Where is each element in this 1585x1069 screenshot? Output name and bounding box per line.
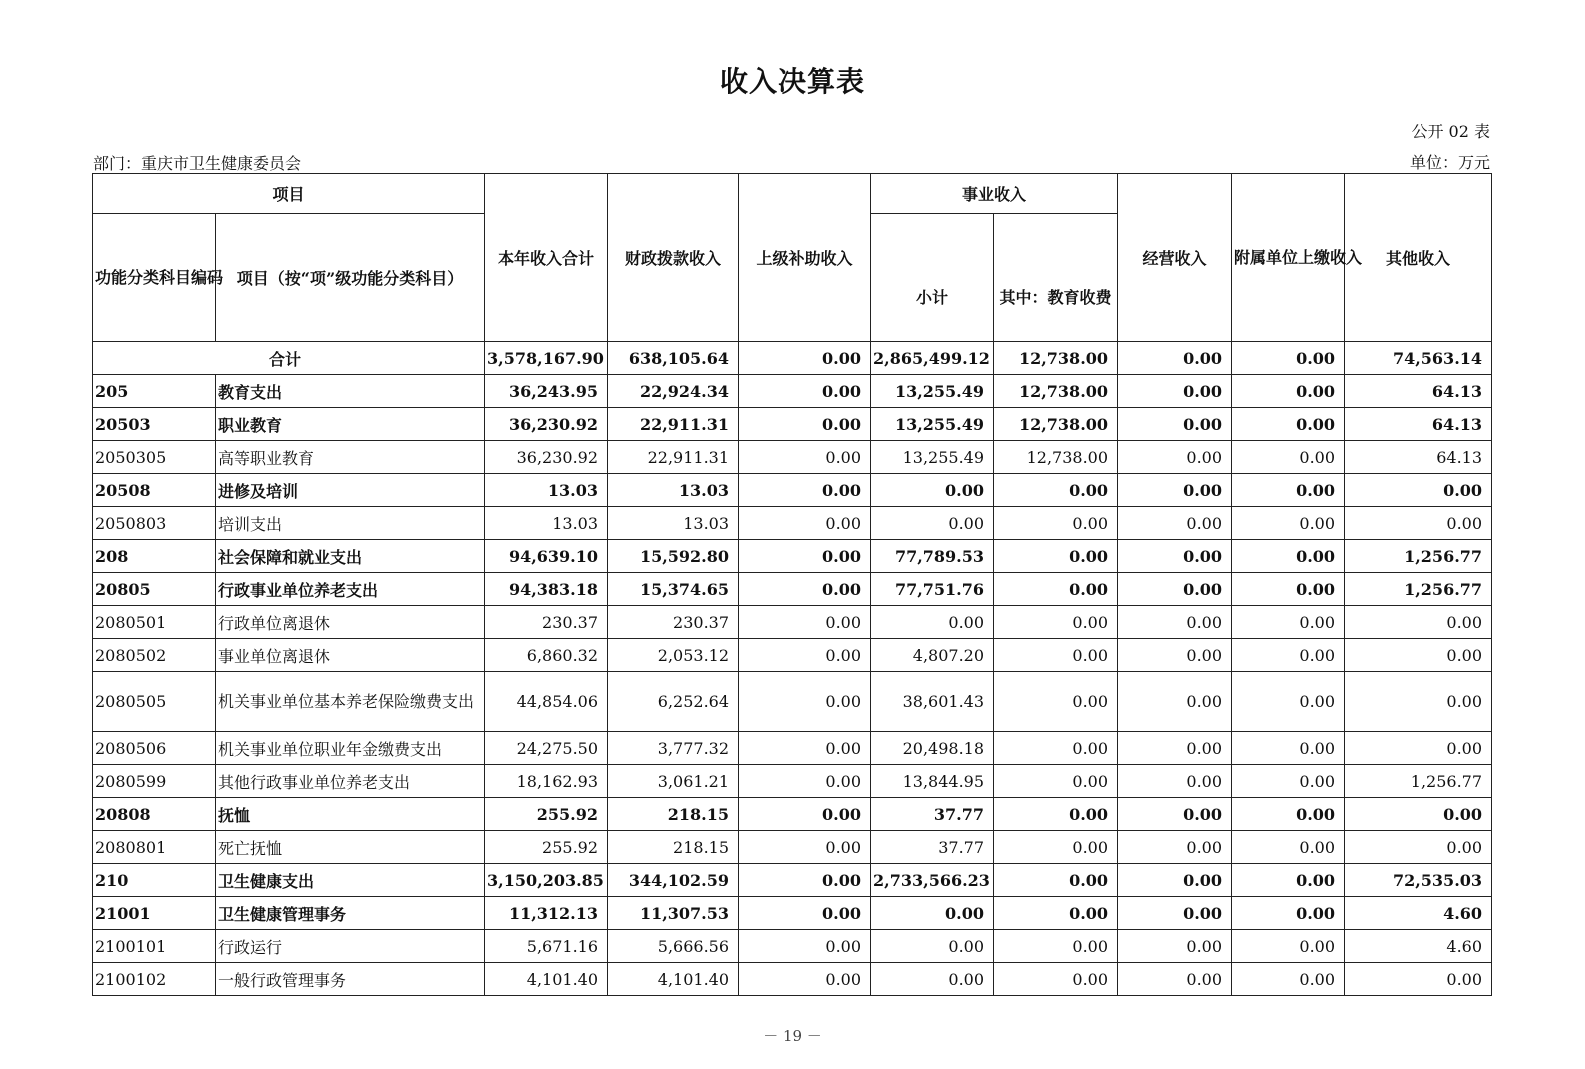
row-value: 64.13: [1345, 441, 1492, 474]
row-value: 218.15: [608, 831, 739, 864]
row-value: 4,807.20: [871, 639, 994, 672]
row-name: 事业单位离退休: [216, 639, 485, 672]
row-value: 3,061.21: [608, 765, 739, 798]
row-code: 20805: [93, 573, 216, 606]
table-row: [93, 441, 1492, 474]
table-row: [93, 765, 1492, 798]
row-value: 3,150,203.85: [485, 864, 608, 897]
row-value: 0.00: [1345, 639, 1492, 672]
row-value: 0.00: [1345, 474, 1492, 507]
row-value: 1,256.77: [1345, 573, 1492, 606]
row-name: 卫生健康支出: [216, 864, 485, 897]
row-value: 0.00: [1118, 408, 1232, 441]
row-value: 0.00: [1118, 732, 1232, 765]
row-value: 22,911.31: [608, 408, 739, 441]
row-value: 0.00: [1345, 672, 1492, 732]
row-value: 0.00: [739, 573, 871, 606]
row-value: 0.00: [1118, 897, 1232, 930]
row-code: 2050305: [93, 441, 216, 474]
row-name: 教育支出: [216, 375, 485, 408]
row-value: 0.00: [1232, 897, 1345, 930]
row-value: 0.00: [994, 474, 1118, 507]
table-row: [93, 864, 1492, 897]
row-value: 13.03: [485, 507, 608, 540]
row-value: 0.00: [1232, 963, 1345, 996]
row-value: 0.00: [1118, 930, 1232, 963]
table-row: [93, 474, 1492, 507]
row-value: 0.00: [1118, 375, 1232, 408]
income-table: [92, 173, 1492, 996]
row-value: 0.00: [1232, 474, 1345, 507]
table-row: [93, 375, 1492, 408]
row-value: 0.00: [739, 507, 871, 540]
table-row: [93, 507, 1492, 540]
row-code: 208: [93, 540, 216, 573]
row-value: 37.77: [871, 831, 994, 864]
row-value: 0.00: [994, 930, 1118, 963]
row-value: 94,383.18: [485, 573, 608, 606]
row-code: 2100102: [93, 963, 216, 996]
row-value: 230.37: [485, 606, 608, 639]
header-project: 项目: [93, 174, 485, 214]
row-value: 255.92: [485, 831, 608, 864]
row-value: 0.00: [1232, 606, 1345, 639]
row-value: 94,639.10: [485, 540, 608, 573]
row-value: 0.00: [1118, 798, 1232, 831]
row-value: 3,777.32: [608, 732, 739, 765]
header-fiscal: 财政拨款收入: [608, 174, 739, 342]
row-code: 2080801: [93, 831, 216, 864]
row-code: 2080599: [93, 765, 216, 798]
table-row: [93, 930, 1492, 963]
row-value: 1,256.77: [1345, 540, 1492, 573]
row-code: 210: [93, 864, 216, 897]
row-value: 0.00: [871, 963, 994, 996]
row-value: 77,751.76: [871, 573, 994, 606]
row-value: 0.00: [1232, 732, 1345, 765]
row-value: 4.60: [1345, 897, 1492, 930]
table-row: [93, 408, 1492, 441]
page-title: 收入决算表: [719, 65, 865, 98]
row-value: 0.00: [739, 672, 871, 732]
row-value: 2,733,566.23: [871, 864, 994, 897]
row-value: 218.15: [608, 798, 739, 831]
row-name: 社会保障和就业支出: [216, 540, 485, 573]
row-value: 0.00: [1118, 963, 1232, 996]
row-name: 其他行政事业单位养老支出: [216, 765, 485, 798]
header-business: 事业收入: [871, 174, 1118, 214]
row-value: 0.00: [1118, 507, 1232, 540]
header-subtotal: 小计: [871, 214, 994, 342]
row-value: 5,671.16: [485, 930, 608, 963]
row-value: 230.37: [608, 606, 739, 639]
header-education: 其中：教育收费: [994, 214, 1118, 342]
header-affiliate: 附属单位上缴收入: [1232, 174, 1345, 342]
row-value: 36,230.92: [485, 441, 608, 474]
row-value: 15,592.80: [608, 540, 739, 573]
row-value: 0.00: [994, 573, 1118, 606]
row-value: 0.00: [1118, 540, 1232, 573]
row-value: 0.00: [994, 606, 1118, 639]
table-row: [93, 963, 1492, 996]
table-row: [93, 540, 1492, 573]
table-row: [93, 672, 1492, 732]
row-value: 0.00: [739, 930, 871, 963]
row-value: 0.00: [1345, 963, 1492, 996]
row-value: 0.00: [1118, 441, 1232, 474]
row-value: 0.00: [1232, 639, 1345, 672]
row-value: 64.13: [1345, 408, 1492, 441]
row-value: 0.00: [1118, 672, 1232, 732]
row-value: 0.00: [1232, 672, 1345, 732]
row-value: 72,535.03: [1345, 864, 1492, 897]
row-code: 2080501: [93, 606, 216, 639]
total-label: 合计: [93, 342, 485, 375]
row-value: 0.00: [1345, 606, 1492, 639]
row-name: 行政单位离退休: [216, 606, 485, 639]
table-row: [93, 639, 1492, 672]
row-name: 培训支出: [216, 507, 485, 540]
header-total: 本年收入合计: [485, 174, 608, 342]
department-label: 部门：重庆市卫生健康委员会: [93, 154, 302, 173]
row-value: 4.60: [1345, 930, 1492, 963]
row-value: 13,844.95: [871, 765, 994, 798]
row-value: 0.00: [739, 540, 871, 573]
row-value: 0.00: [1118, 474, 1232, 507]
row-code: 2080506: [93, 732, 216, 765]
row-value: 0.00: [871, 474, 994, 507]
row-value: 13.03: [485, 474, 608, 507]
row-value: 0.00: [871, 897, 994, 930]
row-value: 0.00: [739, 474, 871, 507]
row-value: 0.00: [739, 765, 871, 798]
row-value: 0.00: [1232, 798, 1345, 831]
row-value: 13,255.49: [871, 441, 994, 474]
table-row: [93, 732, 1492, 765]
row-value: 13,255.49: [871, 375, 994, 408]
header-other: 其他收入: [1345, 174, 1492, 342]
row-value: 0.00: [739, 375, 871, 408]
total-cell: 0.00: [739, 342, 871, 375]
row-code: 205: [93, 375, 216, 408]
row-value: 0.00: [1232, 831, 1345, 864]
row-value: 0.00: [994, 765, 1118, 798]
row-value: 2,053.12: [608, 639, 739, 672]
row-name: 职业教育: [216, 408, 485, 441]
row-value: 0.00: [1345, 831, 1492, 864]
row-value: 0.00: [994, 639, 1118, 672]
row-value: 0.00: [1118, 573, 1232, 606]
row-code: 21001: [93, 897, 216, 930]
total-row: [93, 342, 1492, 375]
total-cell: 0.00: [1232, 342, 1345, 375]
row-code: 2100101: [93, 930, 216, 963]
row-value: 15,374.65: [608, 573, 739, 606]
row-name: 高等职业教育: [216, 441, 485, 474]
row-name: 一般行政管理事务: [216, 963, 485, 996]
row-value: 0.00: [994, 963, 1118, 996]
row-value: 18,162.93: [485, 765, 608, 798]
row-value: 0.00: [1345, 507, 1492, 540]
row-value: 36,243.95: [485, 375, 608, 408]
row-code: 2080505: [93, 672, 216, 732]
row-value: 12,738.00: [994, 408, 1118, 441]
row-value: 0.00: [1232, 408, 1345, 441]
row-value: 0.00: [994, 732, 1118, 765]
row-value: 255.92: [485, 798, 608, 831]
header-name: 项目（按“项”级功能分类科目）: [216, 214, 485, 342]
row-name: 卫生健康管理事务: [216, 897, 485, 930]
row-value: 0.00: [1232, 441, 1345, 474]
row-value: 22,911.31: [608, 441, 739, 474]
row-value: 22,924.34: [608, 375, 739, 408]
row-value: 344,102.59: [608, 864, 739, 897]
row-value: 38,601.43: [871, 672, 994, 732]
row-value: 0.00: [1118, 831, 1232, 864]
table-row: [93, 798, 1492, 831]
row-value: 0.00: [994, 672, 1118, 732]
row-value: 0.00: [739, 441, 871, 474]
row-value: 0.00: [1345, 732, 1492, 765]
row-value: 0.00: [1232, 375, 1345, 408]
row-value: 0.00: [871, 606, 994, 639]
total-cell: 12,738.00: [994, 342, 1118, 375]
row-value: 0.00: [994, 897, 1118, 930]
row-name: 行政运行: [216, 930, 485, 963]
row-value: 0.00: [1232, 864, 1345, 897]
total-cell: 638,105.64: [608, 342, 739, 375]
row-value: 12,738.00: [994, 441, 1118, 474]
row-value: 0.00: [1118, 606, 1232, 639]
unit-label: 单位：万元: [1409, 153, 1490, 172]
table-row: [93, 831, 1492, 864]
row-value: 11,312.13: [485, 897, 608, 930]
row-value: 4,101.40: [485, 963, 608, 996]
row-value: 0.00: [739, 732, 871, 765]
row-value: 36,230.92: [485, 408, 608, 441]
row-value: 0.00: [1118, 639, 1232, 672]
row-value: 0.00: [1232, 540, 1345, 573]
row-value: 0.00: [1232, 573, 1345, 606]
row-value: 0.00: [994, 798, 1118, 831]
row-name: 死亡抚恤: [216, 831, 485, 864]
total-cell: 0.00: [1118, 342, 1232, 375]
row-value: 0.00: [994, 540, 1118, 573]
table-row: [93, 573, 1492, 606]
row-value: 0.00: [739, 963, 871, 996]
total-cell: 74,563.14: [1345, 342, 1492, 375]
row-value: 0.00: [994, 831, 1118, 864]
row-value: 0.00: [1232, 930, 1345, 963]
row-value: 13.03: [608, 474, 739, 507]
row-value: 20,498.18: [871, 732, 994, 765]
row-value: 0.00: [739, 798, 871, 831]
row-name: 行政事业单位养老支出: [216, 573, 485, 606]
row-value: 13.03: [608, 507, 739, 540]
form-number: 公开 02 表: [1411, 122, 1490, 141]
row-value: 13,255.49: [871, 408, 994, 441]
row-name: 抚恤: [216, 798, 485, 831]
row-value: 44,854.06: [485, 672, 608, 732]
page-number: － 19 －: [763, 1027, 822, 1045]
row-value: 0.00: [1232, 765, 1345, 798]
row-value: 0.00: [1345, 798, 1492, 831]
row-name: 机关事业单位基本养老保险缴费支出: [216, 672, 485, 732]
row-value: 0.00: [739, 831, 871, 864]
row-value: 11,307.53: [608, 897, 739, 930]
row-code: 20508: [93, 474, 216, 507]
header-code: 功能分类科目编码: [93, 214, 216, 342]
row-value: 0.00: [739, 897, 871, 930]
row-value: 0.00: [739, 639, 871, 672]
row-value: 0.00: [871, 930, 994, 963]
row-name: 进修及培训: [216, 474, 485, 507]
row-value: 4,101.40: [608, 963, 739, 996]
row-value: 0.00: [739, 864, 871, 897]
row-code: 20808: [93, 798, 216, 831]
row-value: 0.00: [1232, 507, 1345, 540]
total-cell: 2,865,499.12: [871, 342, 994, 375]
row-value: 6,860.32: [485, 639, 608, 672]
row-value: 37.77: [871, 798, 994, 831]
row-name: 机关事业单位职业年金缴费支出: [216, 732, 485, 765]
row-value: 0.00: [1118, 765, 1232, 798]
row-code: 20503: [93, 408, 216, 441]
header-subsidy: 上级补助收入: [739, 174, 871, 342]
total-cell: 3,578,167.90: [485, 342, 608, 375]
row-value: 12,738.00: [994, 375, 1118, 408]
row-value: 0.00: [1118, 864, 1232, 897]
row-code: 2080502: [93, 639, 216, 672]
row-value: 0.00: [994, 864, 1118, 897]
table-row: [93, 897, 1492, 930]
row-value: 5,666.56: [608, 930, 739, 963]
row-value: 77,789.53: [871, 540, 994, 573]
row-value: 24,275.50: [485, 732, 608, 765]
row-value: 0.00: [871, 507, 994, 540]
row-code: 2050803: [93, 507, 216, 540]
row-value: 0.00: [994, 507, 1118, 540]
row-value: 1,256.77: [1345, 765, 1492, 798]
row-value: 0.00: [739, 606, 871, 639]
row-value: 0.00: [739, 408, 871, 441]
table-row: [93, 606, 1492, 639]
row-value: 64.13: [1345, 375, 1492, 408]
row-value: 6,252.64: [608, 672, 739, 732]
header-operating: 经营收入: [1118, 174, 1232, 342]
